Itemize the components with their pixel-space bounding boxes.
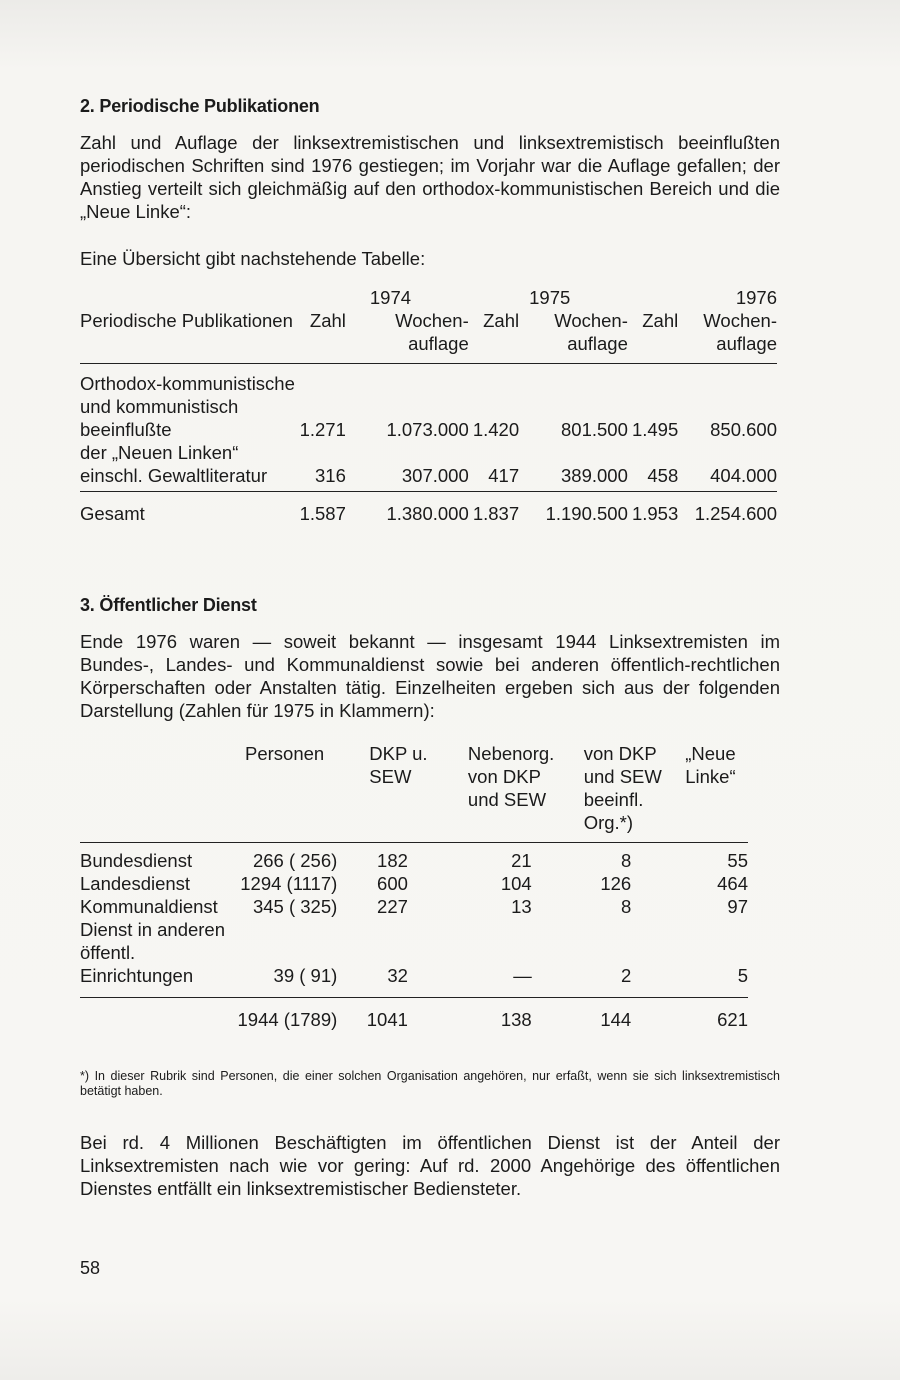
cell: 138 <box>500 1009 532 1030</box>
total-label: Gesamt <box>80 503 145 524</box>
public-service-table <box>80 742 748 1031</box>
section-2-heading: 2. Periodische Publikationen <box>80 96 320 116</box>
cell: 55 <box>727 850 748 871</box>
cell: 227 <box>377 896 408 917</box>
cell: 144 <box>600 1009 632 1030</box>
total-row <box>80 998 748 1032</box>
table-row <box>80 364 777 442</box>
col-header-neue-linke: „Neue Linke“ <box>671 742 748 843</box>
closing-paragraph: Bei rd. 4 Millionen Beschäftigten im öffentlichen Dienst ist der Anteil der Linksextremisten nach wie vor gering: Auf rd. 2000 Angehörige des öffentlichen Dienstes entfällt ein linksextremistischer Bediensteter. <box>80 1132 780 1199</box>
cell: 2 <box>572 918 672 998</box>
row-label: Landesdienst <box>80 873 191 894</box>
cell: 1294 (1117) <box>240 873 338 894</box>
table-1-intro: Eine Übersicht gibt nachstehende Tabelle: <box>80 248 426 269</box>
table-row <box>80 895 748 918</box>
cell: 1.073.000 <box>386 419 469 440</box>
cell: 1041 <box>366 1009 408 1030</box>
col-header-dkp-sew: DKP u. SEW <box>337 742 448 843</box>
cell: 404.000 <box>678 441 777 492</box>
cell: 32 <box>337 918 448 998</box>
col-header-wochenauflage-1975: Wochen-auflage <box>519 309 628 364</box>
cell: 801.500 <box>561 419 628 440</box>
col-header-zahl-1975: Zahl <box>469 309 519 364</box>
cell: 104 <box>500 873 532 894</box>
cell: 1.837 <box>472 503 520 524</box>
table-row <box>80 918 748 998</box>
cell: 417 <box>469 441 519 492</box>
cell: 316 <box>296 441 346 492</box>
col-header-beeinfl-org: von DKP und SEW beeinfl. Org.*) <box>572 742 672 843</box>
year-1974: 1974 <box>369 287 412 308</box>
row-label: Orthodox-kommunistische und kommunistisch beeinflußte <box>80 373 295 440</box>
cell: 21 <box>511 850 532 871</box>
cell: 1.254.600 <box>694 503 777 524</box>
section-3-paragraph: Ende 1976 waren — soweit bekannt — insgesamt 1944 Linksextremisten im Bundes-, Landes- und Kommunaldienst sowie bei anderen öffentlich-rechtlichen Körperschaften oder Anstalten tätig. Einzelheiten ergeben sich aus der folgenden Darstellung (Zahlen für 1975 in Klammern): <box>80 631 780 721</box>
cell: 1.190.500 <box>545 503 628 524</box>
table-row <box>80 872 748 895</box>
cell: 97 <box>727 896 748 917</box>
cell: 458 <box>628 441 678 492</box>
cell: 13 <box>511 896 532 917</box>
year-header-row <box>80 286 777 309</box>
cell: 1.420 <box>472 419 520 440</box>
cell: 39 ( 91) <box>233 918 337 998</box>
col-header-wochenauflage-1976: Wochen-auflage <box>678 309 777 364</box>
cell: — <box>448 918 572 998</box>
cell: 1.495 <box>631 419 679 440</box>
col-header-nebenorg: Nebenorg. von DKP und SEW <box>448 742 572 843</box>
cell: 307.000 <box>346 441 469 492</box>
table-row <box>80 843 748 873</box>
total-row <box>80 492 777 526</box>
cell: 345 ( 325) <box>252 896 338 917</box>
row-label: Dienst in anderen öffentl. Einrichtungen <box>80 918 233 998</box>
row-label: Kommunaldienst <box>80 896 218 917</box>
cell: 126 <box>600 873 632 894</box>
column-header-row <box>80 309 777 364</box>
cell: 1.380.000 <box>386 503 469 524</box>
year-1975: 1975 <box>529 287 571 308</box>
cell: 8 <box>620 850 632 871</box>
footnote: *) In dieser Rubrik sind Personen, die einer solchen Organisation angehören, nur erfaßt, wenn sie sich linksextremistisch betätigt haben. <box>80 1069 780 1098</box>
cell: 266 ( 256) <box>252 850 338 871</box>
page-number: 58 <box>80 1258 101 1278</box>
col-header-zahl-1974: Zahl <box>296 309 346 364</box>
page-content <box>80 96 780 1279</box>
cell: 5 <box>671 918 748 998</box>
column-header-row <box>80 742 748 843</box>
section-2-paragraph: Zahl und Auflage der linksextremistischen und linksextremistisch beeinflußten periodischen Schriften sind 1976 gestiegen; im Vorjahr war die Auflage gefallen; der Anstieg verteilt sich gleichmäßig auf den orthodox-kommunistischen Bereich und die „Neue Linke“: <box>80 132 780 222</box>
cell: 464 <box>717 873 748 894</box>
publications-table <box>80 286 777 525</box>
section-3-heading: 3. Öffentlicher Dienst <box>80 595 257 615</box>
cell: 850.600 <box>710 419 777 440</box>
table-row <box>80 441 777 492</box>
row-label: Bundesdienst <box>80 850 193 871</box>
cell: 600 <box>377 873 408 894</box>
cell: 1.587 <box>299 503 346 524</box>
cell: 1.271 <box>299 419 346 440</box>
col-header-publications: Periodische Publikationen <box>80 309 296 364</box>
row-label: der „Neuen Linken“ einschl. Gewaltliteratur <box>80 441 296 492</box>
col-header-zahl-1976: Zahl <box>628 309 678 364</box>
cell: 1.953 <box>631 503 679 524</box>
year-1976: 1976 <box>735 287 777 308</box>
cell: 621 <box>717 1009 748 1030</box>
col-header-wochenauflage-1974: Wochen-auflage <box>346 309 469 364</box>
cell: 182 <box>377 850 408 871</box>
cell: 1944 (1789) <box>237 1009 338 1030</box>
col-header-personen: Personen <box>233 742 337 843</box>
cell: 389.000 <box>519 441 628 492</box>
cell: 8 <box>620 896 632 917</box>
